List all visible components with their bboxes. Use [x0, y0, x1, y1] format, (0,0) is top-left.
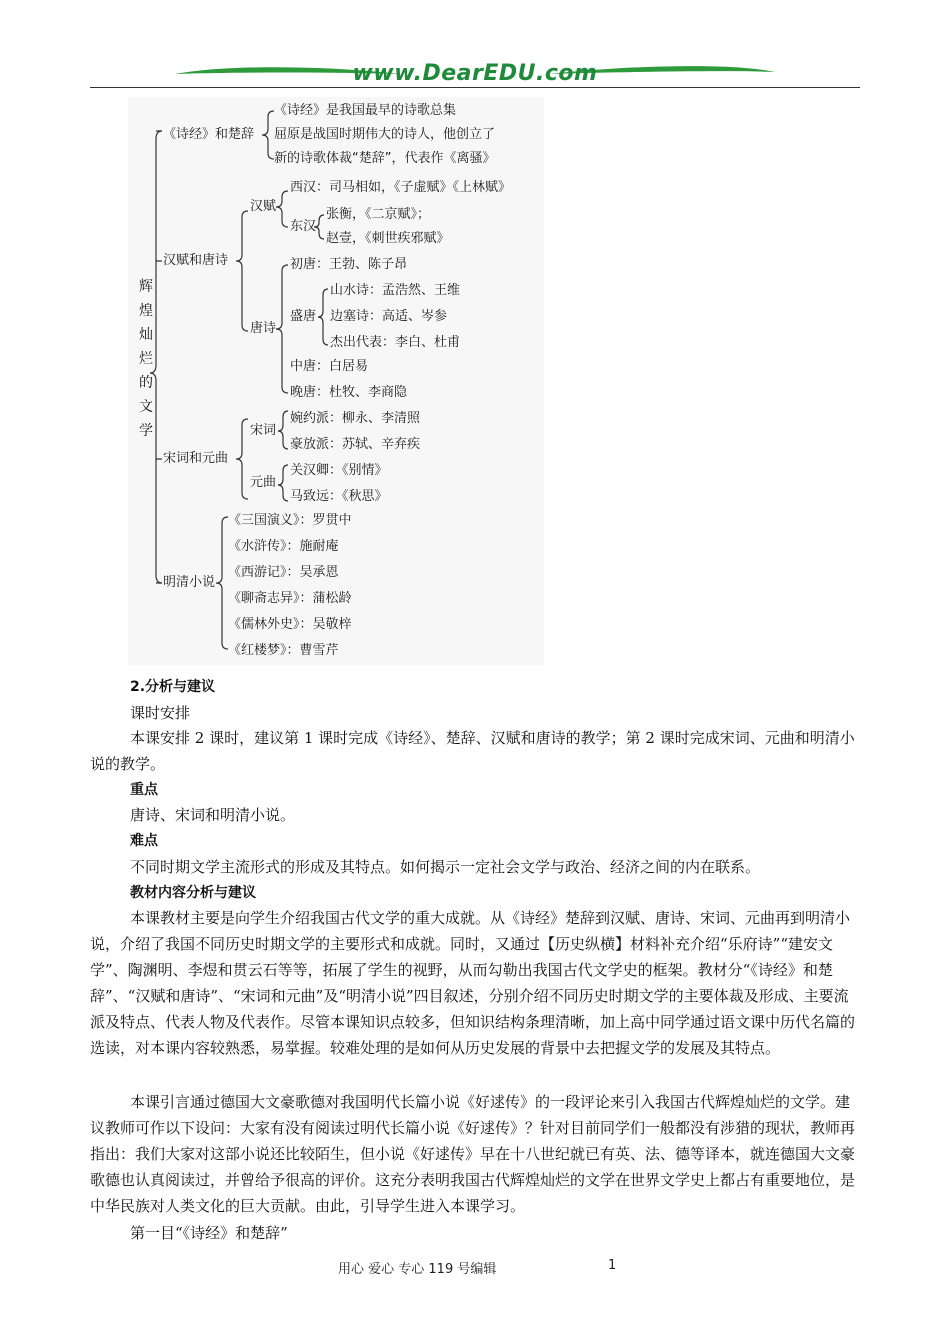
tree-leaf: 马致远：《秋思》 — [290, 489, 388, 504]
sub-branch-donghan: 东汉 — [290, 219, 317, 234]
literature-tree-diagram — [128, 97, 544, 665]
tree-leaf: 中唐：白居易 — [290, 359, 369, 374]
tree-leaf: 婉约派：柳永、李清照 — [290, 411, 421, 426]
tree-leaf: 《诗经》是我国最早的诗歌总集 — [274, 103, 457, 118]
tree-leaf: 杰出代表：李白、杜甫 — [330, 335, 461, 350]
branch-mingqing-xiaoshuo: 明清小说 — [163, 575, 216, 590]
sub-branch-songci: 宋词 — [250, 423, 277, 438]
tree-leaf: 《红楼梦》：曹雪芹 — [228, 643, 339, 658]
subheading-focus: 重点 — [130, 782, 158, 798]
tree-leaf: 《聊斋志异》：蒲松龄 — [228, 591, 352, 606]
tree-root-label: 辉煌灿烂的文学 — [139, 279, 153, 439]
site-logo[interactable]: www.DearEDU.com — [352, 61, 598, 86]
page-header — [90, 58, 860, 92]
subheading-difficulty: 难点 — [130, 833, 158, 849]
tree-leaf-xihan: 西汉：司马相如，《子虚赋》《上林赋》 — [290, 180, 512, 195]
footer-text: 用心 爱心 专心 119 号编辑 — [338, 1262, 497, 1277]
section-heading-analysis: 2.分析与建议 — [130, 679, 216, 695]
paragraph-intro: 本课引言通过德国大文豪歌德对我国明代长篇小说《好逑传》的一段评论来引入我国古代辉煌灿烂的文学。建议教师可作以下设问：大家有没有阅读过明代长篇小说《好逑传》？针对目前同学们一般都没有涉猎的现状，教师再指出：我们大家对这部小说还比较陌生，但小说《好逑传》早在十八世纪就已有英、法、德等译本，就连德国大文豪歌德也认真阅读过，并曾给予很高的评价。这充分表明我国古代辉煌灿烂的文学在世界文学史上都占有重要地位，是中华民族对人类文化的巨大贡献。由此，引导学生进入本课学习。 — [90, 1093, 856, 1215]
paragraph-schedule: 本课安排 2 课时，建议第 1 课时完成《诗经》、楚辞、汉赋和唐诗的教学；第 2 课时完成宋词、元曲和明清小说的教学。 — [90, 729, 855, 773]
branch-hanfu-tangshi: 汉赋和唐诗 — [163, 253, 229, 268]
tree-leaf: 边塞诗：高适、岑参 — [330, 309, 448, 324]
tree-leaf: 初唐：王勃、陈子昂 — [290, 257, 408, 272]
tree-leaf: 关汉卿：《别情》 — [290, 463, 388, 478]
paragraph-difficulty: 不同时期文学主流形式的形成及其特点。如何揭示一定社会文学与政治、经济之间的内在联系。 — [130, 858, 761, 876]
sub-branch-tangshi: 唐诗 — [250, 321, 277, 336]
subheading-schedule: 课时安排 — [130, 704, 191, 722]
tree-leaf: 《西游记》：吴承恩 — [228, 565, 339, 580]
tree-leaf: 《儒林外史》：吴敬梓 — [228, 617, 352, 632]
header-rule — [90, 87, 860, 88]
paragraph-focus: 唐诗、宋词和明清小说。 — [130, 806, 296, 824]
page-number: 1 — [608, 1258, 617, 1273]
sub-branch-shengtang: 盛唐 — [290, 309, 317, 324]
branch-shijing-chuci: 《诗经》和楚辞 — [163, 127, 255, 142]
tree-leaf: 《三国演义》：罗贯中 — [228, 513, 352, 528]
tree-leaf: 屈原是战国时期伟大的诗人，他创立了 — [274, 127, 496, 142]
paragraph-first-section: 第一目“《诗经》和楚辞” — [130, 1224, 288, 1242]
tree-leaf: 赵壹，《刺世疾邪赋》 — [326, 231, 450, 246]
sub-branch-hanfu: 汉赋 — [250, 199, 277, 214]
subheading-material: 教材内容分析与建议 — [130, 885, 256, 901]
tree-leaf: 山水诗：孟浩然、王维 — [330, 283, 461, 298]
tree-leaf: 豪放派：苏轼、辛弃疾 — [290, 437, 421, 452]
tree-leaf: 晚唐：杜牧、李商隐 — [290, 385, 408, 400]
tree-leaf: 《水浒传》：施耐庵 — [228, 539, 339, 554]
tree-leaf: 新的诗歌体裁“楚辞”，代表作《离骚》 — [274, 151, 496, 166]
sub-branch-yuanqu: 元曲 — [250, 475, 277, 490]
paragraph-material: 本课教材主要是向学生介绍我国古代文学的重大成就。从《诗经》楚辞到汉赋、唐诗、宋词、元曲再到明清小说，介绍了我国不同历史时期文学的主要形式和成就。同时，又通过【历史纵横】材料补充介绍“乐府诗”“建安文学”、陶渊明、李煜和贯云石等等，拓展了学生的视野，从而勾勒出我国古代文学史的框架。教材分“《诗经》和楚辞”、“汉赋和唐诗”、“宋词和元曲”及“明清小说”四目叙述，分别介绍不同历史时期文学的主要体裁及形成、主要流派及特点、代表人物及代表作。尽管本课知识点较多，但知识结构条理清晰，加上高中同学通过语文课中历代名篇的选读，对本课内容较熟悉，易掌握。较难处理的是如何从历史发展的背景中去把握文学的发展及其特点。 — [90, 909, 856, 1057]
branch-songci-yuanqu: 宋词和元曲 — [163, 451, 229, 466]
tree-leaf: 张衡，《二京赋》； — [326, 207, 431, 222]
